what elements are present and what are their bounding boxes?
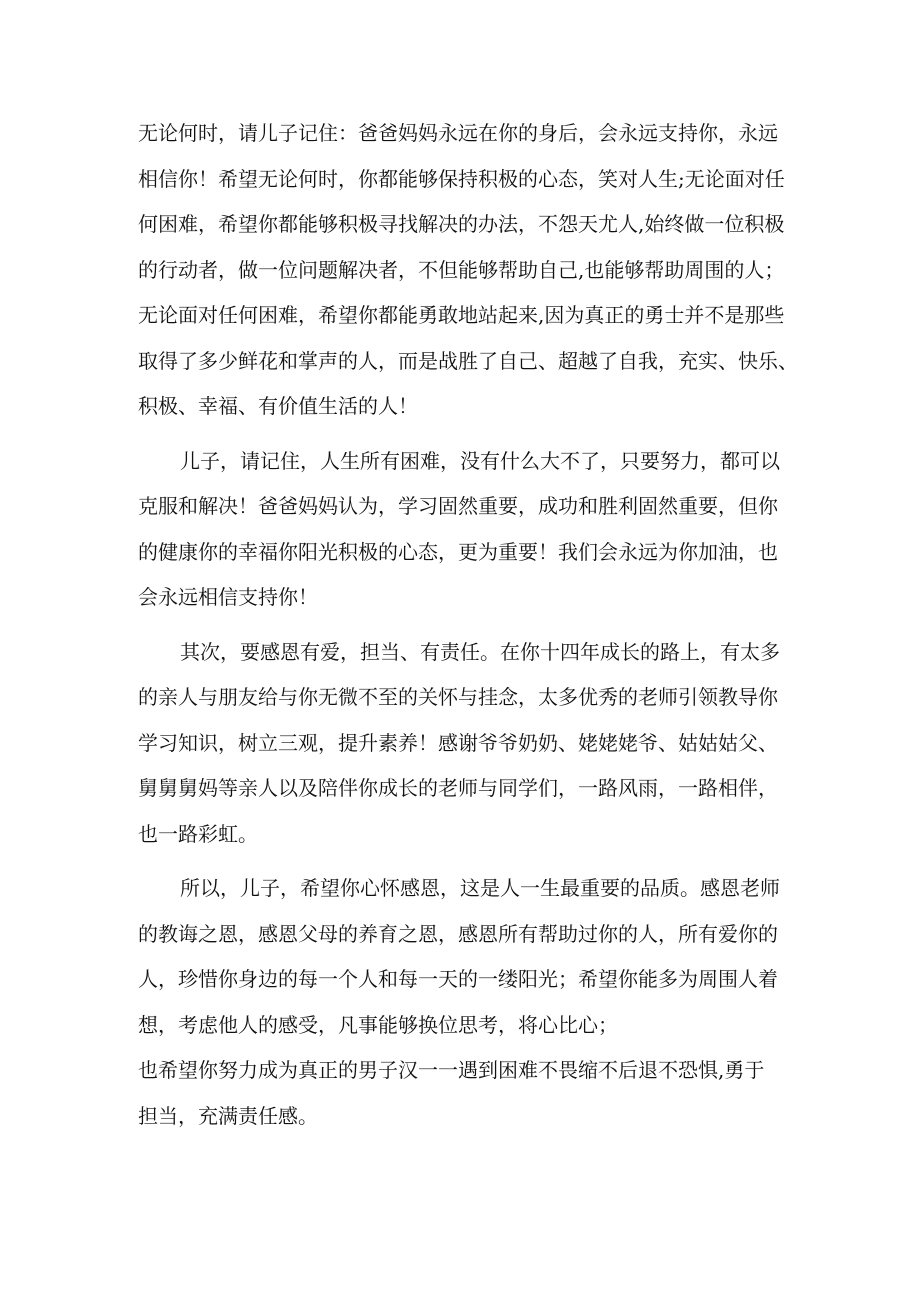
text-line: 的健康你的幸福你阳光积极的心态，更为重要！我们会永远为你加油，也	[138, 539, 778, 564]
text-line: 何困难，希望你都能够积极寻找解决的办法，不怨天尤人,始终做一位积极	[138, 212, 785, 236]
paragraph-gap	[138, 621, 788, 630]
text-line: 想，考虑他人的感受，凡事能够换位思考，将心比心；	[138, 1012, 618, 1037]
paragraph-3	[138, 630, 788, 858]
text-line: 相信你！希望无论何时，你都能够保持积极的心态，笑对人生;无论面对任	[138, 166, 785, 191]
text-line: 的行动者，做一位问题解决者，不但能够帮助自己,也能够帮助周围的人；	[138, 257, 785, 282]
document-body	[138, 111, 798, 1139]
text-line: 学习知识，树立三观，提升素养！感谢爷爷奶奶、姥姥姥爷、姑姑姑父、	[138, 730, 778, 755]
text-line: 所以，儿子，希望你心怀感恩，这是人一生最重要的品质。感恩老师	[180, 876, 780, 900]
paragraph-4	[138, 866, 788, 1048]
paragraph-gap	[138, 857, 788, 866]
text-line: 也一路彩虹。	[138, 821, 258, 846]
text-line: 儿子，请记住，人生所有困难，没有什么大不了，只要努力，都可以	[180, 448, 780, 473]
text-line: 会永远相信支持你！	[138, 585, 318, 609]
text-line: 积极、幸福、有价值生活的人！	[138, 394, 418, 418]
text-line: 担当，充满责任感。	[138, 1103, 318, 1128]
paragraph-2	[138, 439, 788, 621]
text-line: 无论面对任何困难，希望你都能勇敢地站起来,因为真正的勇士并不是那些	[138, 303, 785, 327]
text-line: 的亲人与朋友给与你无微不至的关怀与挂念，太多优秀的老师引领教导你	[138, 685, 778, 709]
text-line: 其次，要感恩有爱，担当、有责任。在你十四年成长的路上，有太多	[180, 639, 780, 664]
text-line: 也希望你努力成为真正的男子汉一一遇到困难不畏缩不后退不恐惧,勇于	[138, 1058, 765, 1082]
text-line: 无论何时，请儿子记住：爸爸妈妈永远在你的身后，会永远支持你，永远	[138, 121, 778, 145]
text-line: 的教诲之恩，感恩父母的养育之恩，感恩所有帮助过你的人，所有爱你的	[138, 921, 778, 946]
paragraph-1	[138, 111, 798, 430]
text-line: 克服和解决！爸爸妈妈认为，学习固然重要，成功和胜利固然重要，但你	[138, 494, 778, 518]
text-line: 取得了多少鲜花和掌声的人，而是战胜了自己、超越了自我，充实、快乐、	[138, 348, 798, 373]
text-line: 舅舅舅妈等亲人以及陪伴你成长的老师与同学们，一路风雨，一路相伴，	[138, 776, 778, 800]
paragraph-gap	[138, 430, 788, 439]
paragraph-5	[138, 1048, 788, 1139]
text-line: 人，珍惜你身边的每一个人和每一天的一缕阳光；希望你能多为周围人着	[138, 967, 778, 991]
